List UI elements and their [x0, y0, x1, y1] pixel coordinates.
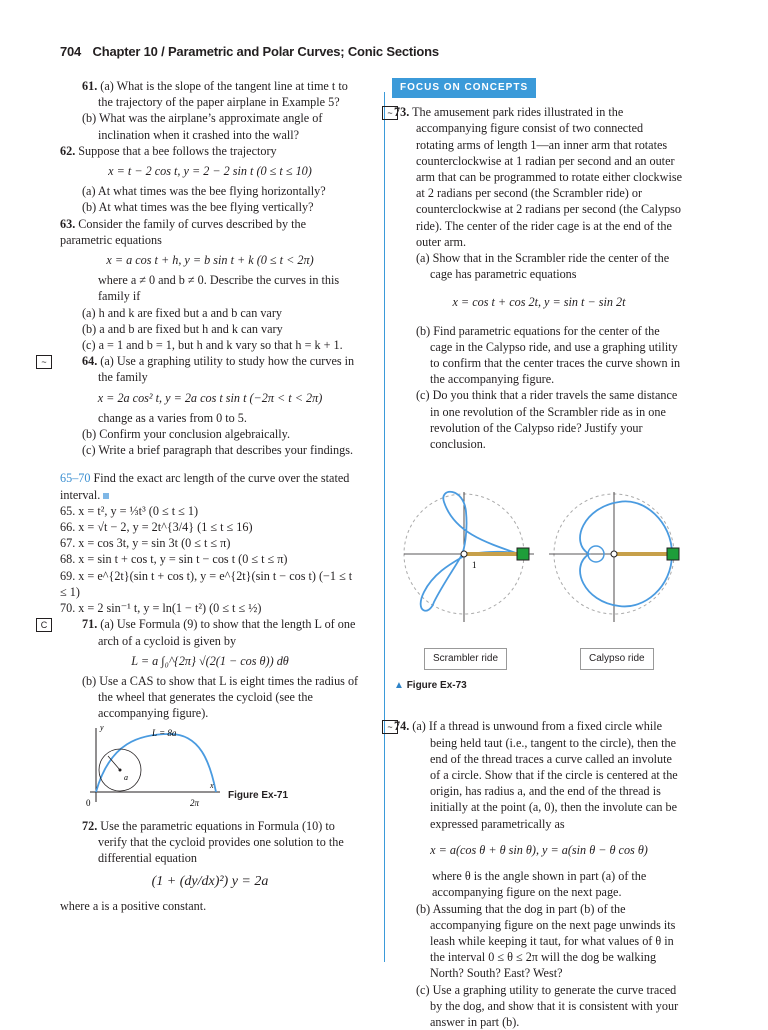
- cas-icon: C: [36, 618, 52, 632]
- p73-a: (a) Show that in the Scrambler ride the center of the cage has parametric equations: [416, 251, 670, 282]
- fig71-L-label: L = 8a: [152, 727, 177, 738]
- focus-banner: [392, 78, 684, 98]
- chapter-title: Chapter 10 / Parametric and Polar Curves; Conic Sections: [92, 44, 439, 59]
- problem-70: 70. x = 2 sin⁻¹ t, y = ln(1 − t²) (0 ≤ t ≤ ½): [60, 601, 262, 616]
- p64-a2: change as a varies from 0 to 5.: [98, 410, 247, 425]
- p64-c: (c) Write a brief paragraph that describes your findings.: [82, 443, 354, 458]
- figure-73: [384, 472, 684, 672]
- p72-text: 72. Use the parametric equations in Formula (10) to verify that the cycloid provides one solution to the differential equation: [82, 818, 344, 865]
- p71-a: 71. (a) Use Formula (9) to show that the length L of one arch of a cycloid is given by: [82, 617, 356, 648]
- calypso-label: Calypso ride: [580, 648, 654, 670]
- cycloid-figure: [60, 722, 360, 818]
- p71-eq: L = a ∫₀^{2π} √(2(1 − cos θ)) dθ: [131, 653, 289, 668]
- problem-69: 69. x = e^{2t}(sin t + cos t), y = e^{2t}(sin t − cos t) (−1 ≤ t ≤ 1): [60, 568, 353, 599]
- p72-eq: (1 + (dy/dx)²) y = 2a: [151, 874, 269, 890]
- p63-eq: x = a cos t + h, y = b sin t + k (0 ≤ t < 2π): [106, 253, 314, 268]
- p74-eq: x = a(cos θ + θ sin θ), y = a(sin θ − θ cos θ): [430, 842, 648, 857]
- fig71-x: x: [210, 780, 214, 790]
- right-column: [384, 78, 684, 1030]
- p74-a: 74. (a) If a thread is unwound from a fixed circle while being held taut (i.e., tangent to the circle), then the end of the thread traces a curve called an involute of a circle. Show that if the circle is centered at the origin, has radius a, and the end of the thread is initially at the point (a, 0), then the involute can be expressed parametrically as: [394, 719, 678, 831]
- problem-72: [60, 818, 360, 915]
- calypso-diagram: [549, 492, 679, 622]
- fig73-caption: ▲ Figure Ex-73: [394, 680, 467, 692]
- p74-b: (b) Assuming that the dog in part (b) of the accompanying figure on the next page unwinds its leash while keeping it taut, for what values of θ in the interval 0 ≤ θ ≤ 2π will the dog be walking North? South? East? West?: [416, 901, 676, 981]
- p63-c: (c) a = 1 and b = 1, but h and k vary so that h = k + 1.: [82, 338, 343, 353]
- page-number: 704: [60, 44, 82, 59]
- p64-b: (b) Confirm your conclusion algebraically.: [82, 427, 291, 442]
- fig71-a: a: [124, 772, 128, 782]
- graphing-utility-icon: ~: [382, 106, 398, 120]
- problem-74: [387, 718, 684, 1030]
- scrambler-diagram: [404, 492, 534, 622]
- square-icon: [103, 493, 109, 499]
- problem-65: 65. x = t², y = ⅓t³ (0 ≤ t ≤ 1): [60, 503, 199, 518]
- p71-b: (b) Use a CAS to show that L is eight times the radius of the wheel that generates the cycloid (see the accompanying figure).: [82, 673, 359, 721]
- page-header: [60, 44, 439, 59]
- p63-a: (a) h and k are fixed but a and b can vary: [82, 305, 282, 320]
- p62-b: (b) At what times was the bee flying vertically?: [82, 200, 314, 215]
- problem-67: 67. x = cos 3t, y = sin 3t (0 ≤ t ≤ π): [60, 536, 231, 551]
- p62-a: (a) At what times was the bee flying horizontally?: [82, 184, 326, 199]
- p61-a: 61. (a) What is the slope of the tangent line at time t to the trajectory of the paper airplane in Example 5?: [82, 79, 348, 110]
- arm-length-label: 1: [472, 560, 477, 571]
- fig71-y: y: [100, 722, 104, 732]
- focus-label: FOCUS ON CONCEPTS: [392, 78, 536, 98]
- problem-61: [60, 78, 360, 143]
- problem-71: [40, 616, 360, 721]
- p61-b: (b) What was the airplane’s approximate angle of inclination when it crashed into the wall?: [82, 111, 323, 142]
- p64-eq: x = 2a cos² t, y = 2a cos t sin t (−2π < t < 2π): [97, 390, 323, 405]
- problem-62: [60, 143, 360, 216]
- problem-64: [41, 353, 360, 458]
- scrambler-label: Scrambler ride: [424, 648, 507, 670]
- graphing-utility-icon: ~: [382, 720, 398, 734]
- problem-63: [60, 216, 360, 354]
- fig71-origin: 0: [86, 797, 91, 808]
- p62-eq: x = t − 2 cos t, y = 2 − 2 sin t (0 ≤ t ≤ 10): [108, 164, 312, 179]
- problem-66: 66. x = √t − 2, y = 2t^{3/4} (1 ≤ t ≤ 16): [60, 520, 253, 535]
- p72-text2: where a is a positive constant.: [60, 899, 207, 914]
- p63-b: (b) a and b are fixed but h and k can vary: [82, 321, 283, 336]
- p63-text: 63. Consider the family of curves described by the parametric equations: [60, 216, 307, 247]
- p73-eq: x = cos t + cos 2t, y = sin t − sin 2t: [452, 295, 626, 310]
- rides-figure: [384, 472, 684, 642]
- problem-73: [387, 104, 684, 452]
- left-column: [40, 78, 360, 915]
- p74-c: (c) Use a graphing utility to generate the curve traced by the dog, and show that it is consistent with your answer in part (b).: [416, 982, 679, 1029]
- range-heading: 65–70 Find the exact arc length of the curve over the stated interval.: [60, 471, 350, 502]
- problem-68: 68. x = sin t + cos t, y = sin t − cos t (0 ≤ t ≤ π): [60, 552, 288, 567]
- fig71-twopi: 2π: [190, 797, 200, 808]
- p62-text: 62. Suppose that a bee follows the trajectory: [60, 143, 277, 158]
- p73-text: 73. The amusement park rides illustrated in the accompanying figure consist of two connected rotating arms of length 1—an inner arm that rotates counterclockwise at 1 radian per second and an outer arm that can be programmed to rotate either clockwise at 2 radians per second (the Scrambler ride) or counterclockwise at 2 radians per second (the Calypso ride). The center of the rider cage is at the end of the outer arm.: [394, 105, 682, 249]
- p73-c: (c) Do you think that a rider travels the same distance in one revolution of the Scrambler ride as in one revolution of the Calypso ride? Justify your conclusion.: [416, 388, 678, 452]
- p73-b: (b) Find parametric equations for the center of the cage in the Calypso ride, and use a graphing utility to confirm that the center traces the curve shown in the accompanying figure.: [416, 323, 681, 387]
- figure-71: [60, 722, 360, 818]
- fig71-caption: Figure Ex-71: [228, 789, 289, 801]
- p64-a: 64. (a) Use a graphing utility to study how the curves in the family: [82, 354, 355, 385]
- graphing-utility-icon: ~: [36, 355, 52, 369]
- p74-a2: where θ is the angle shown in part (a) of the accompanying figure on the next page.: [432, 869, 647, 900]
- p63-text2: where a ≠ 0 and b ≠ 0. Describe the curves in this family if: [98, 273, 340, 304]
